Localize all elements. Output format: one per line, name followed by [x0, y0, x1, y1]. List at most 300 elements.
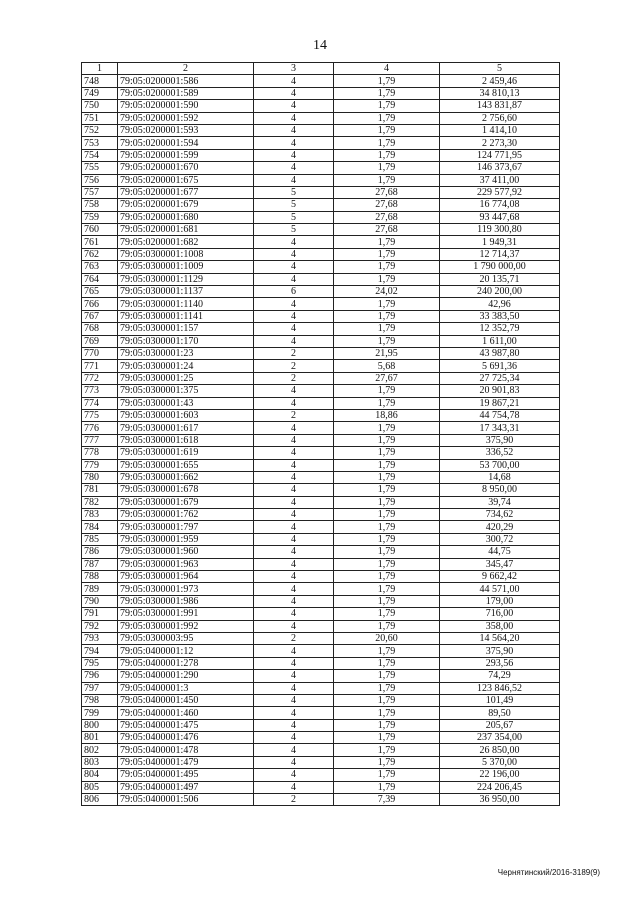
table-row	[82, 657, 560, 669]
category-code: 5	[254, 211, 334, 223]
amount-value: 42,96	[440, 298, 560, 310]
row-number: 787	[82, 558, 118, 570]
table-row	[82, 756, 560, 768]
amount-value: 293,56	[440, 657, 560, 669]
category-code: 4	[254, 595, 334, 607]
cadastral-number: 79:05:0300001:959	[118, 533, 254, 545]
amount-value: 124 771,95	[440, 149, 560, 161]
table-row	[82, 298, 560, 310]
cadastral-number: 79:05:0300001:1137	[118, 286, 254, 298]
rate-value: 1,79	[334, 149, 440, 161]
row-number: 794	[82, 645, 118, 657]
rate-value: 1,79	[334, 174, 440, 186]
table-row	[82, 310, 560, 322]
page-number: 14	[313, 38, 327, 53]
category-code: 4	[254, 471, 334, 483]
row-number: 765	[82, 286, 118, 298]
rate-value: 1,79	[334, 397, 440, 409]
rate-value: 1,79	[334, 546, 440, 558]
table-body	[82, 75, 560, 806]
row-number: 804	[82, 769, 118, 781]
cadastral-number: 79:05:0400001:460	[118, 707, 254, 719]
table-row	[82, 546, 560, 558]
table-row	[82, 162, 560, 174]
rate-value: 1,79	[334, 248, 440, 260]
rate-value: 1,79	[334, 87, 440, 99]
table-row	[82, 459, 560, 471]
row-number: 769	[82, 335, 118, 347]
rate-value: 1,79	[334, 509, 440, 521]
cadastral-number: 79:05:0200001:593	[118, 124, 254, 136]
amount-value: 205,67	[440, 719, 560, 731]
table-row	[82, 496, 560, 508]
amount-value: 74,29	[440, 670, 560, 682]
header-col-3: 3	[254, 63, 334, 75]
cadastral-number: 79:05:0200001:670	[118, 162, 254, 174]
table-row	[82, 347, 560, 359]
footer-reference: Чернятинский/2016-3189(9)	[497, 868, 600, 877]
category-code: 4	[254, 75, 334, 87]
row-number: 764	[82, 273, 118, 285]
table-row	[82, 794, 560, 806]
rate-value: 1,79	[334, 781, 440, 793]
row-number: 770	[82, 347, 118, 359]
rate-value: 1,79	[334, 583, 440, 595]
rate-value: 1,79	[334, 484, 440, 496]
table-row	[82, 595, 560, 607]
rate-value: 1,79	[334, 124, 440, 136]
category-code: 2	[254, 360, 334, 372]
amount-value: 300,72	[440, 533, 560, 545]
row-number: 762	[82, 248, 118, 260]
amount-value: 237 354,00	[440, 732, 560, 744]
amount-value: 224 206,45	[440, 781, 560, 793]
row-number: 786	[82, 546, 118, 558]
category-code: 4	[254, 100, 334, 112]
rate-value: 27,68	[334, 199, 440, 211]
category-code: 4	[254, 608, 334, 620]
cadastral-number: 79:05:0300001:797	[118, 521, 254, 533]
registry-table	[81, 62, 560, 806]
table-row	[82, 571, 560, 583]
category-code: 4	[254, 335, 334, 347]
cadastral-number: 79:05:0300001:679	[118, 496, 254, 508]
cadastral-number: 79:05:0300001:25	[118, 372, 254, 384]
row-number: 754	[82, 149, 118, 161]
rate-value: 1,79	[334, 657, 440, 669]
amount-value: 179,00	[440, 595, 560, 607]
row-number: 777	[82, 434, 118, 446]
category-code: 4	[254, 459, 334, 471]
table-row	[82, 224, 560, 236]
amount-value: 17 343,31	[440, 422, 560, 434]
category-code: 4	[254, 670, 334, 682]
cadastral-number: 79:05:0300001:1141	[118, 310, 254, 322]
category-code: 4	[254, 620, 334, 632]
table-row	[82, 533, 560, 545]
cadastral-number: 79:05:0200001:599	[118, 149, 254, 161]
rate-value: 27,68	[334, 186, 440, 198]
amount-value: 2 756,60	[440, 112, 560, 124]
row-number: 799	[82, 707, 118, 719]
cadastral-number: 79:05:0300001:1129	[118, 273, 254, 285]
table-row	[82, 608, 560, 620]
row-number: 761	[82, 236, 118, 248]
table-row	[82, 484, 560, 496]
category-code: 4	[254, 732, 334, 744]
row-number: 797	[82, 682, 118, 694]
row-number: 768	[82, 323, 118, 335]
table-row	[82, 236, 560, 248]
table-row	[82, 620, 560, 632]
category-code: 4	[254, 422, 334, 434]
cadastral-number: 79:05:0200001:682	[118, 236, 254, 248]
amount-value: 143 831,87	[440, 100, 560, 112]
rate-value: 20,60	[334, 632, 440, 644]
category-code: 4	[254, 744, 334, 756]
row-number: 771	[82, 360, 118, 372]
category-code: 4	[254, 397, 334, 409]
cadastral-number: 79:05:0300001:1140	[118, 298, 254, 310]
rate-value: 1,79	[334, 422, 440, 434]
row-number: 795	[82, 657, 118, 669]
row-number: 757	[82, 186, 118, 198]
rate-value: 1,79	[334, 323, 440, 335]
rate-value: 1,79	[334, 756, 440, 768]
rate-value: 1,79	[334, 335, 440, 347]
row-number: 796	[82, 670, 118, 682]
amount-value: 19 867,21	[440, 397, 560, 409]
cadastral-number: 79:05:0200001:675	[118, 174, 254, 186]
amount-value: 358,00	[440, 620, 560, 632]
category-code: 4	[254, 484, 334, 496]
category-code: 4	[254, 323, 334, 335]
cadastral-number: 79:05:0300001:964	[118, 571, 254, 583]
amount-value: 1 611,00	[440, 335, 560, 347]
cadastral-number: 79:05:0400001:290	[118, 670, 254, 682]
rate-value: 1,79	[334, 75, 440, 87]
header-row	[82, 63, 560, 75]
cadastral-number: 79:05:0300001:991	[118, 608, 254, 620]
row-number: 772	[82, 372, 118, 384]
row-number: 785	[82, 533, 118, 545]
amount-value: 12 714,37	[440, 248, 560, 260]
category-code: 4	[254, 162, 334, 174]
amount-value: 16 774,08	[440, 199, 560, 211]
amount-value: 5 691,36	[440, 360, 560, 372]
table-row	[82, 781, 560, 793]
table-row	[82, 744, 560, 756]
rate-value: 1,79	[334, 261, 440, 273]
cadastral-number: 79:05:0400001:497	[118, 781, 254, 793]
row-number: 759	[82, 211, 118, 223]
cadastral-number: 79:05:0300001:1008	[118, 248, 254, 260]
category-code: 4	[254, 521, 334, 533]
rate-value: 1,79	[334, 608, 440, 620]
row-number: 752	[82, 124, 118, 136]
rate-value: 1,79	[334, 273, 440, 285]
category-code: 4	[254, 149, 334, 161]
amount-value: 734,62	[440, 509, 560, 521]
rate-value: 1,79	[334, 310, 440, 322]
rate-value: 27,67	[334, 372, 440, 384]
amount-value: 2 459,46	[440, 75, 560, 87]
row-number: 792	[82, 620, 118, 632]
cadastral-number: 79:05:0400001:278	[118, 657, 254, 669]
cadastral-number: 79:05:0300001:678	[118, 484, 254, 496]
category-code: 4	[254, 657, 334, 669]
table-row	[82, 385, 560, 397]
rate-value: 1,79	[334, 533, 440, 545]
amount-value: 20 135,71	[440, 273, 560, 285]
cadastral-number: 79:05:0400001:475	[118, 719, 254, 731]
cadastral-number: 79:05:0300001:603	[118, 409, 254, 421]
rate-value: 5,68	[334, 360, 440, 372]
row-number: 790	[82, 595, 118, 607]
table-row	[82, 558, 560, 570]
cadastral-number: 79:05:0200001:679	[118, 199, 254, 211]
amount-value: 12 352,79	[440, 323, 560, 335]
amount-value: 9 662,42	[440, 571, 560, 583]
table-row	[82, 422, 560, 434]
rate-value: 1,79	[334, 645, 440, 657]
table-row	[82, 509, 560, 521]
cadastral-number: 79:05:0200001:677	[118, 186, 254, 198]
rate-value: 1,79	[334, 236, 440, 248]
cadastral-number: 79:05:0300001:655	[118, 459, 254, 471]
amount-value: 146 373,67	[440, 162, 560, 174]
cadastral-number: 79:05:0300001:762	[118, 509, 254, 521]
rate-value: 1,79	[334, 385, 440, 397]
rate-value: 24,02	[334, 286, 440, 298]
rate-value: 21,95	[334, 347, 440, 359]
category-code: 4	[254, 694, 334, 706]
row-number: 778	[82, 447, 118, 459]
category-code: 2	[254, 632, 334, 644]
category-code: 4	[254, 447, 334, 459]
cadastral-number: 79:05:0300001:1009	[118, 261, 254, 273]
category-code: 4	[254, 509, 334, 521]
amount-value: 1 949,31	[440, 236, 560, 248]
cadastral-number: 79:05:0300001:619	[118, 447, 254, 459]
category-code: 4	[254, 124, 334, 136]
cadastral-number: 79:05:0300001:617	[118, 422, 254, 434]
amount-value: 336,52	[440, 447, 560, 459]
cadastral-number: 79:05:0400001:506	[118, 794, 254, 806]
category-code: 4	[254, 571, 334, 583]
table-row	[82, 174, 560, 186]
cadastral-number: 79:05:0200001:586	[118, 75, 254, 87]
category-code: 4	[254, 273, 334, 285]
table-row	[82, 75, 560, 87]
row-number: 763	[82, 261, 118, 273]
cadastral-number: 79:05:0200001:589	[118, 87, 254, 99]
amount-value: 43 987,80	[440, 347, 560, 359]
table-row	[82, 100, 560, 112]
rate-value: 27,68	[334, 224, 440, 236]
table-row	[82, 286, 560, 298]
row-number: 775	[82, 409, 118, 421]
header-col-2: 2	[118, 63, 254, 75]
cadastral-number: 79:05:0200001:594	[118, 137, 254, 149]
table-row	[82, 447, 560, 459]
row-number: 774	[82, 397, 118, 409]
rate-value: 1,79	[334, 595, 440, 607]
amount-value: 1 790 000,00	[440, 261, 560, 273]
rate-value: 1,79	[334, 558, 440, 570]
amount-value: 44 754,78	[440, 409, 560, 421]
category-code: 4	[254, 719, 334, 731]
row-number: 748	[82, 75, 118, 87]
amount-value: 53 700,00	[440, 459, 560, 471]
row-number: 758	[82, 199, 118, 211]
cadastral-number: 79:05:0300001:43	[118, 397, 254, 409]
category-code: 4	[254, 546, 334, 558]
cadastral-number: 79:05:0300001:973	[118, 583, 254, 595]
category-code: 2	[254, 409, 334, 421]
rate-value: 1,79	[334, 100, 440, 112]
amount-value: 34 810,13	[440, 87, 560, 99]
table-row	[82, 186, 560, 198]
rate-value: 1,79	[334, 496, 440, 508]
rate-value: 1,79	[334, 137, 440, 149]
rate-value: 7,39	[334, 794, 440, 806]
table-row	[82, 261, 560, 273]
category-code: 6	[254, 286, 334, 298]
table-row	[82, 149, 560, 161]
rate-value: 1,79	[334, 471, 440, 483]
table-row	[82, 372, 560, 384]
amount-value: 14 564,20	[440, 632, 560, 644]
cadastral-number: 79:05:0300001:963	[118, 558, 254, 570]
category-code: 4	[254, 496, 334, 508]
row-number: 806	[82, 794, 118, 806]
cadastral-number: 79:05:0400001:476	[118, 732, 254, 744]
amount-value: 1 414,10	[440, 124, 560, 136]
cadastral-number: 79:05:0300001:960	[118, 546, 254, 558]
category-code: 4	[254, 533, 334, 545]
amount-value: 44 571,00	[440, 583, 560, 595]
cadastral-number: 79:05:0400001:478	[118, 744, 254, 756]
amount-value: 5 370,00	[440, 756, 560, 768]
category-code: 4	[254, 261, 334, 273]
amount-value: 240 200,00	[440, 286, 560, 298]
category-code: 5	[254, 199, 334, 211]
row-number: 751	[82, 112, 118, 124]
rate-value: 18,86	[334, 409, 440, 421]
rate-value: 1,79	[334, 112, 440, 124]
rate-value: 1,79	[334, 459, 440, 471]
header-col-1: 1	[82, 63, 118, 75]
amount-value: 420,29	[440, 521, 560, 533]
table-row	[82, 694, 560, 706]
cadastral-number: 79:05:0300001:992	[118, 620, 254, 632]
table-row	[82, 471, 560, 483]
rate-value: 1,79	[334, 682, 440, 694]
row-number: 767	[82, 310, 118, 322]
table-row	[82, 583, 560, 595]
table-row	[82, 707, 560, 719]
rate-value: 27,68	[334, 211, 440, 223]
rate-value: 1,79	[334, 744, 440, 756]
cadastral-number: 79:05:0400001:479	[118, 756, 254, 768]
row-number: 802	[82, 744, 118, 756]
row-number: 801	[82, 732, 118, 744]
cadastral-number: 79:05:0300001:618	[118, 434, 254, 446]
category-code: 4	[254, 174, 334, 186]
amount-value: 119 300,80	[440, 224, 560, 236]
amount-value: 101,49	[440, 694, 560, 706]
header-col-4: 4	[334, 63, 440, 75]
table-row	[82, 732, 560, 744]
row-number: 780	[82, 471, 118, 483]
amount-value: 89,50	[440, 707, 560, 719]
amount-value: 37 411,00	[440, 174, 560, 186]
row-number: 805	[82, 781, 118, 793]
rate-value: 1,79	[334, 447, 440, 459]
rate-value: 1,79	[334, 620, 440, 632]
table-row	[82, 719, 560, 731]
amount-value: 716,00	[440, 608, 560, 620]
amount-value: 8 950,00	[440, 484, 560, 496]
cadastral-number: 79:05:0300001:662	[118, 471, 254, 483]
category-code: 4	[254, 781, 334, 793]
table-row	[82, 521, 560, 533]
rate-value: 1,79	[334, 521, 440, 533]
cadastral-number: 79:05:0300001:157	[118, 323, 254, 335]
table-row	[82, 273, 560, 285]
category-code: 4	[254, 583, 334, 595]
table-row	[82, 335, 560, 347]
table-row	[82, 248, 560, 260]
category-code: 4	[254, 310, 334, 322]
row-number: 755	[82, 162, 118, 174]
category-code: 4	[254, 682, 334, 694]
row-number: 793	[82, 632, 118, 644]
cadastral-number: 79:05:0300003:95	[118, 632, 254, 644]
cadastral-number: 79:05:0300001:23	[118, 347, 254, 359]
cadastral-number: 79:05:0300001:375	[118, 385, 254, 397]
cadastral-number: 79:05:0200001:680	[118, 211, 254, 223]
row-number: 784	[82, 521, 118, 533]
table-row	[82, 682, 560, 694]
category-code: 2	[254, 372, 334, 384]
amount-value: 39,74	[440, 496, 560, 508]
row-number: 749	[82, 87, 118, 99]
table-row	[82, 124, 560, 136]
table-row	[82, 137, 560, 149]
cadastral-number: 79:05:0200001:590	[118, 100, 254, 112]
cadastral-number: 79:05:0400001:12	[118, 645, 254, 657]
category-code: 4	[254, 236, 334, 248]
category-code: 4	[254, 385, 334, 397]
category-code: 4	[254, 248, 334, 260]
category-code: 5	[254, 224, 334, 236]
amount-value: 123 846,52	[440, 682, 560, 694]
table-row	[82, 409, 560, 421]
rate-value: 1,79	[334, 694, 440, 706]
table-row	[82, 323, 560, 335]
cadastral-number: 79:05:0400001:450	[118, 694, 254, 706]
category-code: 4	[254, 558, 334, 570]
table-row	[82, 434, 560, 446]
category-code: 4	[254, 112, 334, 124]
cadastral-number: 79:05:0300001:170	[118, 335, 254, 347]
amount-value: 229 577,92	[440, 186, 560, 198]
category-code: 4	[254, 87, 334, 99]
row-number: 788	[82, 571, 118, 583]
row-number: 773	[82, 385, 118, 397]
